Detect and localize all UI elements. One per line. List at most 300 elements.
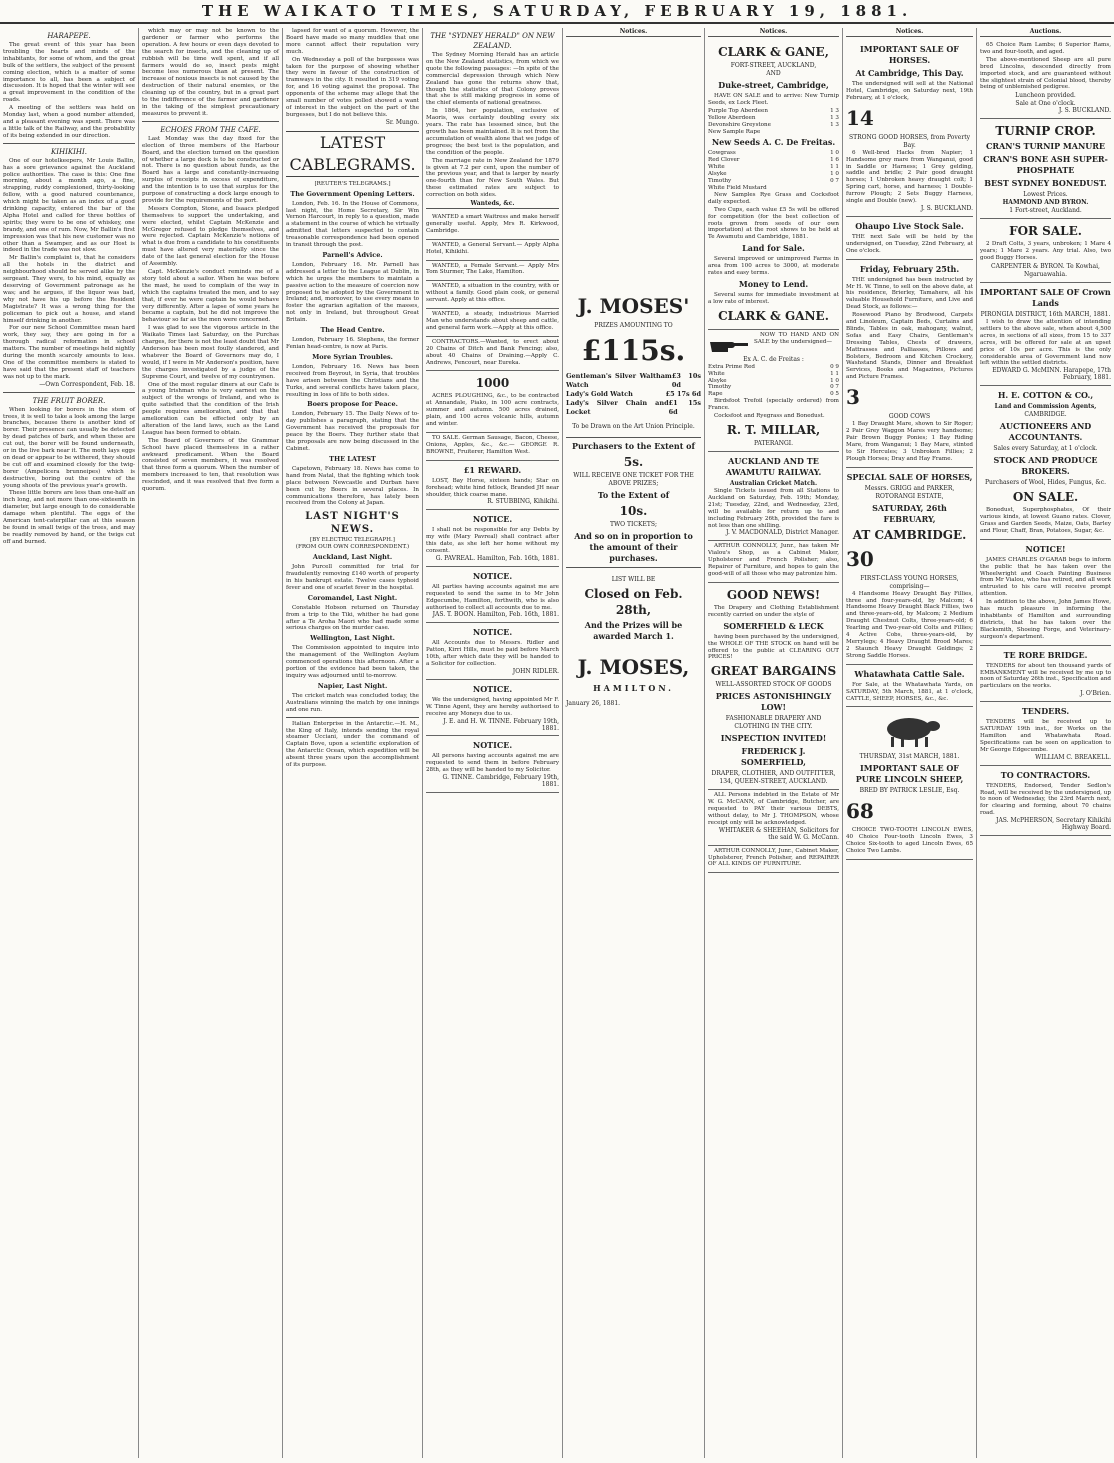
seed-name: White <box>708 164 725 171</box>
ad-text: We the undersigned, having appointed Mr F. W. Tinne Agent, they are hereby authorised to receive any Moneys due to us. <box>426 696 559 717</box>
divider <box>286 717 419 718</box>
ad-address: 1 Fort-street, Auckland. <box>1009 207 1082 215</box>
prize-name: Lady's Silver Chain and Locket <box>566 399 669 416</box>
signature: WILLIAM C. BREAKELL. <box>1035 753 1111 761</box>
column-5 <box>562 28 704 1458</box>
seed-item <box>708 157 839 164</box>
ad-address: Duke-street, Cambridge, <box>718 80 829 90</box>
subheading: [BY ELECTRIC TELEGRAPH.] <box>310 537 395 544</box>
crown-lands-ad <box>980 283 1111 386</box>
article-paragraph: which may or may not be known to the gardener or farmer who performs the operation. A few hours or even days devoted to the search for insects, and the cleaning up of rubbish will be time well spent, and if all farmers would do so, insect pests might become less numerous than at present. The increase of noxious insects is not caused by the destruction of their natural enemies, or the cleaning up of the country, but in a great part to the indifference of the farmer and gardener in the taking of the simplest precautionary measures to prevent it. <box>142 28 279 117</box>
ad-subtitle: STOCK AND PRODUCE BROKERS. <box>993 455 1098 477</box>
section-heading-notices: Notices. <box>566 28 701 37</box>
article-paragraph: London, February 16. News has been received from Beyrout, in Syria, that troubles have arisen between the Christians and the Turks, and several conflicts have taken place, resulting in loss of life to both sides. <box>286 363 419 398</box>
article-paragraph: The Board of Governors of the Grammar School have placed themselves in a rather awkward predicament. When the Board consisted of seven members, it was resolved that three form a quorum. When the number of members increased to ten, that resolution was rescinded, and it was resolved that five form a quorum. <box>142 437 279 493</box>
seed-price: 1 0 <box>830 377 839 384</box>
signature: J. E. and H. W. TINNE. February 19th, 1881. <box>443 717 559 732</box>
seed-item <box>708 378 839 385</box>
ad-text: TO SALE. German Sausage, Bacon, Cheese, Onions, Apples, &c., &c.— GEORGE R. BROWNE, Fruiterer, Hamilton West. <box>426 434 559 455</box>
ad-title: ON SALE. <box>1012 490 1079 505</box>
ad-text: 6 Well-bred Hacks from Napier; 1 Handsome grey mare from Wanganui, good in Saddle or Harness; 1 Grey gelding, saddle and bridle; 2 Pair good draught horses; 1 Unbroken heavy draught colt; 1 Spring cart, horse, and harness; 1 Double-furrow Plough; 2 Sets Buggy Harness, single and Double (new). <box>846 149 973 205</box>
ad-title: IMPORTANT SALE OF Crown Lands <box>980 286 1111 308</box>
prize-value: £1 15s 6d <box>668 399 701 416</box>
closed-date: Closed on Feb. 28th, <box>584 587 683 617</box>
ad-text: I shall not be responsible for any Debts by my wife (Mary Pavreal) shall contract after this date, as she left her home without my consent. <box>426 527 559 555</box>
awarded-note: And the Prizes will be awarded March 1. <box>584 620 683 641</box>
prize-row <box>566 372 701 390</box>
classified-ad <box>426 309 559 337</box>
article-paragraph: Capt. McKenzie's conduct reminds me of a story told about a sailor. When he was before the mast, he used to complain of the way in which the captains treated the men, and to say that, if ever he were captain he would behave very differently. After a lapse of some years he became a captain, but he did not improve the behaviour so far as the men were concerned. <box>142 269 279 324</box>
classified-ad <box>426 736 559 793</box>
section-heading-wanteds: Wanteds, &c. <box>426 200 559 209</box>
ad-title: NOTICE. <box>472 570 513 581</box>
article-paragraph: London, Feb. 16. In the House of Commons, last night, the Home Secretary, Sir Wm Vernon Harcourt, in reply to a question, made a statement in the course of which he virtually admitted that letters suspected to contain treasonable correspondence had been opened in transit through the post. <box>286 200 419 249</box>
ad-footer: CLARK & GANE. <box>718 308 829 323</box>
seed-item <box>708 108 839 115</box>
ad-address: 134, QUEEN-STREET, AUCKLAND. <box>719 778 828 786</box>
prize-name: Lady's Gold Watch <box>566 390 633 398</box>
ad-subtitle: Money to Lend. <box>738 278 809 289</box>
article-paragraph: Capetown, February 18. News has come to hand from Natal, that the fighting which took place between Newcastle and Durban have been cut by Boers in several places. In communications therefore, has lately been received from the Colony at Japan. <box>286 465 419 507</box>
signature: J. S. BUCKLAND. <box>1058 107 1111 115</box>
moses-title: J. MOSES' <box>577 294 690 318</box>
signature: WHITAKER & SHEEHAN, Solicitors for the said W. G. McCann. <box>718 826 839 841</box>
article-paragraph: John Purcell committed for trial for fraudulently removing £140 worth of property in his bankrupt estate. Twelve cases typhoid fever and one of scarlet fever in the hospital. <box>286 564 419 591</box>
classified-ad <box>426 337 559 372</box>
article-paragraph: lapsed for want of a quorum. However, the Board have made so many muddles that one more cannot affect their reputation very much. <box>286 28 419 55</box>
ad-location: PATERANGI. <box>753 440 794 447</box>
pointing-hand-icon <box>708 334 750 356</box>
classified-ad <box>426 281 559 309</box>
section-heading: THE "SYDNEY HERALD" ON NEW ZEALAND. <box>430 32 555 50</box>
ad-text: WANTED, a situation in the country, with or without a family. Good plain cook, or general servant. Apply at this office. <box>426 283 559 304</box>
ad-text: WANTED a smart Waitress and make herself generally useful. Apply, Mrs R. Kirkwood, Cambridge. <box>426 214 559 234</box>
ad-text: ACRES PLOUGHING, &c., to be contracted at Annandale, Piako, in 100 acre contracts, summer and autumn. 500 acres drained, plain, and 100 acres volcanic hills, autumn and winter. <box>426 393 559 428</box>
seed-item <box>708 171 839 178</box>
five-shillings: 5s. <box>623 455 644 469</box>
column-2 <box>138 28 282 1458</box>
ad-number: 3 <box>846 385 860 410</box>
section-heading: HARAPEPE. <box>47 32 91 40</box>
ad-title: TE RORE BRIDGE. <box>1003 649 1088 660</box>
ad-text: I wish to draw the attention of intending settlers to the above sale, when about 4,500 acres, in sections of all sizes, from 15 to 337 acres, will be offered for sale at an upset price of 10s per acre. This is the only considerable area of Government land now left within the settled districts. <box>980 318 1111 367</box>
ad-text: Cocksfoot and Ryegrass and Bonedust. <box>714 413 825 420</box>
seed-name: Extra Prime Red <box>708 363 755 370</box>
ad-text: For Sale, at the Whatawhata Yards, on SATURDAY, 5th March, 1881, at 1 o'clock, CATTLE, SHEEP, HORSES, &c., &c. <box>846 681 973 702</box>
seed-item <box>708 178 839 185</box>
seed-name: New Sample Rape <box>708 128 761 135</box>
section-heading-last-night: LAST NIGHT'S NEWS. <box>305 511 400 536</box>
seed-price: 0 9 <box>830 363 839 370</box>
ad-text: HAVE ON SALE and to arrive: New Turnip Seeds, ex Lock Fleet. <box>708 93 839 106</box>
ad-text: 4 Handsome Heavy Draught Bay Fillies, three and four-years-old, by Malcom; 4 Handsome Heavy Draught Black Fillies, two and three-years-old, by Malcom; 2 Medium Draught Chestnut Colts, three-years-old; 6 Yearling and Two-year-old Colts and Fillies; 4 Active Cobs, three-years-old, by Merrylegs; 4 Heavy Draught Brood Mares; 2 Staunch Heavy Draught Geldings; 2 Strong Saddle Horses. <box>846 590 973 659</box>
seed-item <box>708 122 839 129</box>
two-tickets: TWO TICKETS; <box>610 521 657 528</box>
ad-title: Ohaupo Live Stock Sale. <box>855 220 964 231</box>
ad-text: ARTHUR CONNOLLY, Junr., has taken Mr Vialou's Shop, as a Cabinet Maker, Upholsterer and French Polisher; also, Repairer of Furniture, and hopes to gain the good-will of all those who may patronize him. <box>708 543 839 577</box>
classified-ad <box>426 567 559 624</box>
seed-list <box>708 150 839 191</box>
ad-text: 1 Bay Draught Mare, shown to Sir Roger; 2 Pair Grey Waggon Mares very handsome; Pair Brown Buggy Ponies; 1 Bay Riding Mare, from Wanganui; 1 Bay Mare, stinted to Sir Hercules; 3 Unbroken Fillies; 2 Plough Horses; Dray and Hay Frame. <box>846 421 973 462</box>
ad-title: GOOD NEWS! <box>726 587 821 602</box>
seed-price: 1 3 <box>830 121 839 128</box>
article-paragraph: In 1864, her population, exclusive of Maoris, was certainly doubling every six years. The rate has lessened since, but the growth has been maintained. It is not from the accumulation of wealth alone that we judge of progress; the best test is the population, and the condition of the people. <box>426 108 559 156</box>
ad-subtitle: AUCTIONEERS AND ACCOUNTANTS. <box>999 421 1092 443</box>
ad-subtitle: FASHIONABLE DRAPERY AND CLOTHING IN THE CITY. <box>725 715 822 731</box>
divider <box>142 121 279 122</box>
ad-title: NOTICE! <box>1025 543 1066 554</box>
mccann-ad <box>708 790 839 845</box>
horse-sale-ad <box>846 40 973 217</box>
ad-subtitle: At Cambridge, This Day. <box>855 68 964 78</box>
ad-address: FORT-STREET, AUCKLAND, <box>730 62 817 69</box>
ohaupo-ad <box>846 217 973 260</box>
ad-title: NOTICE. <box>472 514 513 525</box>
ad-text: The undersigned will sell at the National Hotel, Cambridge, on Saturday next, 19th February, at 1 o'clock, <box>846 81 973 101</box>
signature: J. V. MACDONALD, District Manager. <box>726 529 839 537</box>
manure-ad <box>980 119 1111 219</box>
ad-text: TENDERS, Endorsed, Tender Sedlon's Road, will be received by the undersigned, up to noon of Wednesday, the 23rd March next, for clearing and forming, about 70 chains road. <box>980 782 1111 817</box>
column-1 <box>0 28 138 1458</box>
ad-date: THURSDAY, 31st MARCH, 1881. <box>859 753 960 761</box>
friday-sale-ad <box>846 260 973 468</box>
column-6 <box>704 28 842 1458</box>
prize-row <box>566 390 701 399</box>
signature: JAS. McPHERSON, Secretary Kihikihi Highway Board. <box>996 817 1111 832</box>
seed-name: Yellow Aberdeen <box>708 114 756 121</box>
ad-subtitle: STRONG GOOD HORSES, from Poverty Bay. <box>848 133 971 149</box>
column-7 <box>842 28 976 1458</box>
seed-price: 0 7 <box>830 178 839 185</box>
divider <box>3 143 135 144</box>
article-paragraph: The cricket match was concluded today, the Australians winning the match by one innings and one run. <box>286 692 419 713</box>
ad-title: AUCKLAND AND TE AWAMUTU RAILWAY. <box>725 456 822 477</box>
signature: J. S. BUCKLAND. <box>920 204 973 212</box>
ad-subtitle: Ex A. C. de Freitas : <box>743 355 804 363</box>
signature: G. PAVREAL. Hamilton, Feb. 16th, 1881. <box>435 554 559 562</box>
ad-number: 14 <box>846 105 874 130</box>
ad-note: Sale at One o'clock. <box>1015 100 1076 108</box>
somerfield-ad <box>708 583 839 790</box>
seed-name: White Field Mustard <box>708 184 767 191</box>
ad-footer: R. T. MILLAR, <box>726 423 821 437</box>
article-paragraph: Last Monday was the day fixed for the election of three members of the Harbour Board, and the election turned on the question of whether a large dock is to be constructed or not. There is no question about funds, as the Board has a large and constantly-increasing surplus of receipts in excess of expenditure, and the intention is to use that surplus for the purpose of constructing a dock large enough to provide for the requirements of the port. <box>142 135 279 204</box>
seed-price: 1 1 <box>830 164 839 171</box>
ad-and: AND <box>766 70 781 77</box>
ad-text: 2 Draft Colts, 3 years, unbroken; 1 Mare 4 years; 1 Mare 2 years. Any trial. Also, two good Buggy Horses. <box>980 241 1111 262</box>
prize-name: Gentleman's Silver Waltham Watch <box>566 372 672 389</box>
ad-footer: HAMMOND AND BYRON. <box>1002 199 1089 207</box>
ad-location: AT CAMBRIDGE. <box>852 527 967 542</box>
ad-subtitle: CRAN'S TURNIP MANURE <box>985 141 1106 152</box>
ad-number: 1000 <box>475 376 510 391</box>
ad-subtitle: SOMERFIELD & LECK <box>723 620 824 631</box>
seed-price: 1 6 <box>830 157 839 164</box>
clark-gane-ad <box>708 40 839 330</box>
article-paragraph: Italian Enterprise in the Antarctic.—H. M., the King of Italy, intends sending the royal steamer Ucciani, under the command of Captain Bove, upon a scientific exploration of the Antarctic Ocean, which expedition will be absent three years upon the accomplishment of its purpose. <box>286 720 419 769</box>
article-paragraph: When looking for borers in the stem of trees, it is well to take a look among the large branches, because there is another kind of borer. Their presence can usually be detected by dead patches of bark, and when these are cut out, the borer will be found underneath, or in the live bark near it. The moth lays eggs on dead or appear to be withered, they should be cut off and examined closely for the twig-borer (Ampelicera brunneipes) which is destructive, boring out the centre of the young shoots of the previous year's growth. <box>3 406 135 489</box>
news-heading: The Head Centre. <box>320 326 385 335</box>
drawn-note: To be Drawn on the Art Union Principle. <box>572 423 695 430</box>
seed-name: Timothy <box>708 384 732 391</box>
signature: EDWARD G. McMINN. Harapepe, 17th February, 1881. <box>992 367 1111 382</box>
ad-text: All Accounts due to Messrs. Ridler and Patton, Kirri Hills, must be paid before March 10th, after which date they will be handed to a Solicitor for collection. <box>426 640 559 668</box>
ad-title: TENDERS. <box>1021 706 1070 717</box>
ad-note: Purchasers of Wool, Hides, Fungus, &c. <box>984 479 1107 487</box>
ad-subtitle: BRED BY PATRICK LESLIE, Esq. <box>859 787 960 795</box>
ad-text: The above-mentioned Sheep are all pure bred Lincolns, descended directly from imported stock, and are guaranteed without the slightest strain of Colonial blood, thereby being of unblemished pedigree. <box>980 56 1111 91</box>
section-heading-notices: Notices. <box>708 28 839 37</box>
seed-list <box>708 108 839 136</box>
ad-date: SATURDAY, 26th FEBRUARY, <box>872 502 947 524</box>
ad-subtitle: New Seeds A. C. De Freitas. <box>711 137 836 148</box>
ad-text: 65 Choice Ram Lambs; 6 Superior Rams, two and four-tooth, and aged. <box>980 42 1111 55</box>
seed-price: 0 5 <box>830 391 839 398</box>
news-heading: Boers propose for Peace. <box>307 400 398 409</box>
signature: Sr. Mungo. <box>385 118 419 126</box>
classified-ad <box>426 680 559 737</box>
signature: G. TINNE. Cambridge, February 19th, 1881. <box>442 774 559 789</box>
signature: —Own Correspondent, Feb. 18. <box>39 380 135 388</box>
millar-ad <box>708 330 839 452</box>
subheading: (FROM OUR OWN CORRESPONDENT.) <box>295 544 410 551</box>
tender-ad <box>980 766 1111 836</box>
ad-text: CONTRACTORS.—Wanted, to erect about 20 Chains of Ditch and Bank Fencing; also, about 40 Chains of Draining.—Apply C. Andrews, Fencourt, near Eureka. <box>426 338 559 366</box>
ad-subtitle: INSPECTION INVITED! <box>720 733 827 744</box>
classified-ad <box>426 433 559 461</box>
ad-text: Rosewood Piano by Brodwood, Carpets and Linoleum, Captain Beds, Curtains and Blinds, Tables in oak, mahogany, walnut, Sofas and Easy Chairs, Gentleman's Dressing Tables, Chests of drawers, Mattrasses and Palliasses, Pillows and Bolsters, Bedroom and Kitchen Crockery, Washstand Stands, Dinner and Breakfast Services, Books and Magazines, Pictures and Picture Frames. <box>846 312 973 381</box>
seed-name: Rape <box>708 391 723 398</box>
ad-text: WANTED, a steady, industrious Married Man who understands about sheep and cattle, and general farm work.—Apply at this office. <box>426 311 559 331</box>
divider <box>566 567 701 568</box>
ad-text: THE undersigned has been instructed by Mr H. W. Tinne, to sell on the above date, at his residence, Brierley, Tamahere, all his valuable Household Furniture, and Live and Dead Stock, as follows:— <box>846 276 973 311</box>
notice-ad <box>980 540 1111 646</box>
ad-note: Luncheon provided. <box>1015 92 1076 100</box>
ad-text: having been purchased by the undersigned, the WHOLE OF THE STOCK on hand will be offered to the public at CLEARING OUT PRICES! <box>708 633 839 661</box>
section-heading: THE FRUIT BORER. <box>32 396 106 405</box>
ad-subtitle: GOOD COWS <box>888 413 931 421</box>
seed-name: Devonshire Greystone <box>708 121 771 128</box>
ad-title: FOR SALE. <box>1009 224 1082 239</box>
ad-subtitle: Land for Sale. <box>742 243 805 254</box>
seed-item <box>708 129 839 136</box>
moses-footer: J. MOSES, <box>577 655 690 679</box>
section-heading: KIHIKIHI. <box>51 147 87 156</box>
seed-price: 1 1 <box>830 370 839 377</box>
news-heading: Auckland, Last Night. <box>312 553 393 562</box>
news-heading: Napier, Last Night. <box>317 681 388 690</box>
ad-subtitle: Australian Cricket Match. <box>729 480 818 487</box>
ad-title: TO CONTRACTORS. <box>1000 769 1091 780</box>
column-3 <box>282 28 422 1458</box>
article-paragraph: One of our hotelkeepers, Mr Louis Ballin, has a sore grievance against the Auckland police authorities. The case is this: One fine morning, about a month ago, a fine, strapping, ruddy complexioned, thirty-looking fellow, with a good natured countenance, which might be taken as an index of a good drinking capacity, entered the bar of the Alpha Hotel and called for three bottles of spirits; they were to be one of whiskey, one brandy, and one of rum. Now, Mr Ballin's first impression was that his new customer was no other than a Swamper, and as our Host is indeed in the trade was not slow. <box>3 157 135 254</box>
ad-subtitle: PIRONGIA DISTRICT, 16th MARCH, 1881. <box>980 310 1111 318</box>
ad-text: NOW TO HAND AND ON SALE by the undersigned— <box>754 331 839 345</box>
column-4 <box>422 28 562 1458</box>
news-heading: More Syrian Troubles. <box>312 352 393 361</box>
whatawhata-ad <box>846 665 973 708</box>
classified-ad <box>426 461 559 511</box>
prize-row <box>566 399 701 417</box>
article-paragraph: London, February 16. Stephens, the former Fenian head-centre, is now at Paris. <box>286 337 419 350</box>
seed-item <box>708 364 839 371</box>
classified-ad <box>426 261 559 282</box>
ad-number: 68 <box>846 799 874 824</box>
ad-subtitle: BEST SYDNEY BONEDUST. <box>984 178 1107 189</box>
ad-subtitle: Land and Commission Agents, <box>994 403 1097 411</box>
connolly-ad-2 <box>708 846 839 874</box>
column-8 <box>976 28 1114 1458</box>
cotton-ad <box>980 386 1111 540</box>
seed-list <box>708 364 839 399</box>
ad-text: ARTHUR CONNOLLY, Junr., Cabinet Maker, Upholsterer, French Polisher, and REPAIRER OF ALL KINDS OF FURNITURE. <box>708 847 839 868</box>
seed-price: 1 0 <box>830 171 839 178</box>
ad-text: All persons having accounts against me are requested to send them in before February 28th, as they will be handed to my Solicitor. <box>426 753 559 774</box>
article-paragraph: A meeting of the settlers was held on Monday last, when a good number attended, and a pleasant evening was spent. There was a little talk of the Railway, and the probability of its being extended in our direction. <box>3 105 135 139</box>
ad-text: THE next Sale will be held by the undersigned, on Tuesday, 22nd February, at One o'clock. <box>846 233 973 254</box>
article-paragraph: I was glad to see the vigorous article in the Waikato Times last Saturday, on the Purchas charges, for there is not the least doubt that Mr Anderson has been most foully slandered, and whatever the Board of Governors may do, I would, if I were in Mr Anderson's position, have the charges investigated by a judge of the Supreme Court, and twelve of my countrymen. <box>142 325 279 380</box>
ad-location: CAMBRIDGE. <box>1024 411 1067 419</box>
ad-text: The Drapery and Clothing Establishment recently carried on under the style of <box>708 604 839 618</box>
ad-subtitle: Messrs. GRIGG and PARKER, ROTORANGI ESTATE, <box>864 484 955 500</box>
ad-text: Single Tickets issued from all Stations to Auckland on Saturday, Feb. 19th; Monday, 21st; Tuesday, 22nd, and Wednesday, 23rd, will be available for return up to and including February 26th, provided the fare is not less than one shilling. <box>708 488 839 529</box>
news-heading: Parnell's Advice. <box>322 250 383 259</box>
proportion-note: And so on in proportion to the amount of their purchases. <box>574 531 693 563</box>
article-paragraph: Mr Ballin's complaint is, that he considers all the hotels in the district and neighbourhood should be served alike by the sergeant. They were, to his mind, equally as deserving of Government patronage as he was; and he argues, if the liquor was bad, why not have his up before the Resident Magistrate? It was a wrong thing for the policeman to pick out a house, and stand himself drinking in another. <box>3 255 135 324</box>
ad-text: WANTED, a Female Servant.— Apply Mrs Tom Sturmer, The Lake, Hamilton. <box>426 262 559 276</box>
classified-ad <box>426 371 559 433</box>
classified-ad <box>426 623 559 680</box>
news-heading: THE LATEST <box>329 454 376 463</box>
ad-title: Whatawhata Cattle Sale. <box>854 668 965 679</box>
prize-value: £3 10s 0d <box>671 372 701 389</box>
ad-title: £1 REWARD. <box>463 464 522 475</box>
seed-item <box>708 115 839 122</box>
classified-ad <box>426 510 559 567</box>
tender-ad <box>980 702 1111 765</box>
ad-text: Bonedust, Superphosphates, Of their various kinds, at lowest Guano rates. Clover, Grass and Garden Seeds, Maize, Oats, Barley and Flour, Chaff, Bran, Potatoes, Sugar, &c. <box>980 507 1111 534</box>
tender-ad <box>980 646 1111 703</box>
news-heading: The Government Opening Letters. <box>290 189 415 198</box>
seed-name: Alsyke <box>708 377 727 384</box>
news-heading: Wellington, Last Night. <box>310 634 395 643</box>
spacer <box>566 40 701 290</box>
ad-title: SPECIAL SALE OF HORSES, <box>846 471 973 482</box>
ad-text: Two Cups, each value £5 5s will be offered for competition (for the best collection of roots grown from seeds of our own importation) at the root shows to be held at Te Awamutu and Cambridge, 1881. <box>708 206 839 241</box>
news-heading: Coromandel, Last Night. <box>307 593 398 602</box>
ad-number: 30 <box>846 546 874 571</box>
special-sale-ad <box>846 468 973 665</box>
signature: J. O'Brien. <box>1080 690 1111 698</box>
seed-price: 1 3 <box>830 114 839 121</box>
seed-price: 1 3 <box>830 107 839 114</box>
subheading: [REUTER'S TELEGRAMS.] <box>314 180 391 187</box>
will-receive: WILL RECEIVE ONE TICKET FOR THE ABOVE PRIZES; <box>573 472 694 487</box>
to-extent: To the Extent of <box>597 490 670 500</box>
seed-name: Alsyke <box>708 171 727 178</box>
ad-title: H. E. COTTON & CO., <box>997 390 1094 401</box>
connolly-ad <box>708 541 839 583</box>
ad-text: TENDERS for about ten thousand yards of EMBANKMENT will be received by me up to noon of Saturday 26th inst., Specification and particulars on the works. <box>980 662 1111 690</box>
seed-item <box>708 150 839 157</box>
rams-ad <box>980 40 1111 119</box>
ad-subtitle: FIRST-CLASS YOUNG HORSES, comprising— <box>860 574 959 590</box>
article-paragraph: Messrs Compton, Stone, and Isaacs pledged themselves to support the undertaking, and were elected, whilst Captain McKenzie and McGregor refused to pledge themselves, and were rejected. Captain McKenzie's notions of what is due from a candidate to his constituents must have altered very materially since the date of the last general election for the House of Assembly. <box>142 205 279 268</box>
seed-name: Red Clover <box>708 157 740 164</box>
forsale-ad <box>980 219 1111 283</box>
ad-text: Several improved or unimproved Farms in area from 100 acres to 3000, at moderate rates and easy terms. <box>708 256 839 277</box>
ad-footer: CARPENTER & BYRON. Te Kowhai, Ngaruawahia. <box>991 262 1100 278</box>
article-paragraph: On Wednesday a poll of the burgesses was taken for the purpose of showing whether they were in favour of the construction of tramways in the city. It resulted in 319 voting for, and 16 voting against the proposal. The opponents of the scheme may allege that the small number of votes polled showed a want of interest in the subject on the part of the burgesses, but I do not believe this. <box>286 56 419 118</box>
seed-name: Timothy <box>708 178 732 185</box>
article-paragraph: The Commission appointed to inquire into the management of the Wellington Asylum commenced operations this afternoon. After a portion of the evidence had been taken, the inquiry was adjourned until to-morrow. <box>286 645 419 679</box>
section-heading-notices: Notices. <box>846 28 973 37</box>
article-paragraph: Constable Hobson returned on Thursday from a trip to the Tiki, whither he had gone after a Te Aroha Maori who had made some serious charges on the murder case. <box>286 604 419 632</box>
signature: JAS. T. BOON. Hamilton, Feb. 16th, 1881. <box>432 611 559 619</box>
sheep-icon <box>875 713 945 749</box>
seed-item <box>708 164 839 171</box>
article-paragraph: London, February 16. Mr. Parnell has addressed a letter to the League at Dublin, in which he urges the members to maintain a passive action to the measure of coercion now proposed to be adopted by the Government in Ireland; and, moreover, to use every means to foster the agrarian agitation of the masses, not only in Ireland, but throughout Great Britain. <box>286 261 419 324</box>
ad-text: JAMES CHARLES O'GARAB begs to inform the public that he has taken over the Wheelwright and Coach Painting Business from Mr Vialou, who has retired, and all work entrusted to his care will receive prompt attention. <box>980 556 1111 598</box>
ad-text: All parties having accounts against me are requested to send the same in to Mr John Edgecumbe, Hamilton, forthwith, who is also authorised to collect all accounts due to me. <box>426 583 559 611</box>
list-will: LIST WILL BE <box>611 576 656 583</box>
seed-name: Cowgrass <box>708 150 736 157</box>
ad-banner: PRICES ASTONISHINGLY LOW! <box>715 691 832 713</box>
ad-subtitle: DRAPER, CLOTHIER, AND OUTFITTER, <box>711 770 836 778</box>
ad-subtitle: CRAN'S BONE ASH SUPER-PHOSPHATE <box>983 154 1108 176</box>
ad-title: NOTICE. <box>472 627 513 638</box>
moses-amount: £115s. <box>581 334 686 367</box>
ad-text: Birdsfoot Trefoil (specially ordered) from France. <box>708 398 839 412</box>
ad-note: Sales every Saturday, at 1 o'clock. <box>993 445 1098 453</box>
ad-title: IMPORTANT SALE OF HORSES. <box>859 44 959 65</box>
classified-ad <box>426 212 559 240</box>
divider <box>3 392 135 393</box>
ad-title: NOTICE. <box>472 740 513 751</box>
moses-subtitle: PRIZES AMOUNTING TO <box>594 322 673 329</box>
ad-text: Several sums for immediate investment at a low rate of interest. <box>708 291 839 305</box>
ad-text: WANTED, a General Servant.— Apply Alpha Hotel, Kihikihi. <box>426 241 559 255</box>
article-paragraph: The great event of this year has been troubling the hearts and minds of the inhabitants, for some of whom, and the great bulk of the settlers, the subject of the present coming election, which is a matter of some importance to all, has been a subject of discussion. It is hoped that the winter will see a great improvement in the condition of the roads. <box>3 42 135 104</box>
seed-item <box>708 384 839 391</box>
ad-text: ALL Persons indebted in the Estate of Mr W. G. McCANN, of Cambridge, Butcher, are requested to PAY their various DEBTS, without delay, to Mr J. THOMPSON, whose receipt only will be acknowledged. <box>708 792 839 826</box>
ad-title: Friday, February 25th. <box>859 263 960 274</box>
article-paragraph: The Sydney Morning Herald has an article on the New Zealand statistics, from which we quote the following passages: —In spite of the commercial depression through which New Zealand has gone the returns show that, though the statistics of that Colony proves that she is still making progress in some of the chief elements of national greatness. <box>426 52 559 107</box>
lincoln-sheep-ad <box>846 707 973 860</box>
masthead <box>0 0 1114 24</box>
section-heading: ECHOES FROM THE CAFE. <box>160 125 261 134</box>
prize-value: £5 17s 6d <box>665 390 701 398</box>
seed-item <box>708 371 839 378</box>
ad-footer: FREDERICK J. SOMERFIELD, <box>741 746 806 768</box>
divider <box>566 437 701 438</box>
ad-title: CLARK & GANE, <box>718 45 829 59</box>
ad-subtitle: WELL-ASSORTED STOCK OF GOODS <box>715 681 832 689</box>
seed-price: 0 7 <box>830 384 839 391</box>
classified-ad <box>426 240 559 261</box>
signature: R. STUBBING, Kihikihi. <box>487 498 559 506</box>
ad-text: New Samples Rye Grass and Cocksfoot daily expected. <box>708 191 839 205</box>
article-paragraph: The marriage rate in New Zealand for 1879 is given at 7.2 per cent, upon the number of the previous year, and that is larger by nearly one-fourth than for New South Wales. But these estimated rates are subject to correction on both sides. <box>426 157 559 199</box>
article-paragraph: These little borers are less than one-half an inch long, and not more than one-sixteenth in diameter, but large enough to do considerable damage when plentiful. The eggs of the American tent-caterpillar can at this season be found in small twigs of the trees, and may be readily removed by hand, or the twigs cut off and burned. <box>3 490 135 545</box>
moses-date: January 26, 1881. <box>566 700 621 707</box>
ad-title: IMPORTANT SALE OF PURE LINCOLN SHEEP, <box>855 763 964 785</box>
ad-text: TENDERS will be received up to SATURDAY 19th inst., for Works on the Hamilton and Whatawhata Road. Specifications can be seen on application to Mr George Edgecumbe. <box>980 719 1111 753</box>
purchasers-heading: Purchasers to the Extent of <box>572 441 695 451</box>
section-heading-auctions: Auctions. <box>980 28 1111 37</box>
article-paragraph: For our new School Committee mean hard work, they say, they are going in for a thorough radical reformation in school matters. The number of meetings held nightly during the month scarcely amounts to less. One of the committee members is stated to have said that the present staff of teachers was not up to the mark. <box>3 325 135 380</box>
article-paragraph: One of the most regular diners at our Cafe is a young Irishman who is very earnest on the subject of the wrongs of Ireland, and who is quite satisfied that the condition of the Irish people requires amelioration, and that that amelioration can be effected only by an alteration of the land laws, such as the Land League has been formed to obtain. <box>142 381 279 436</box>
